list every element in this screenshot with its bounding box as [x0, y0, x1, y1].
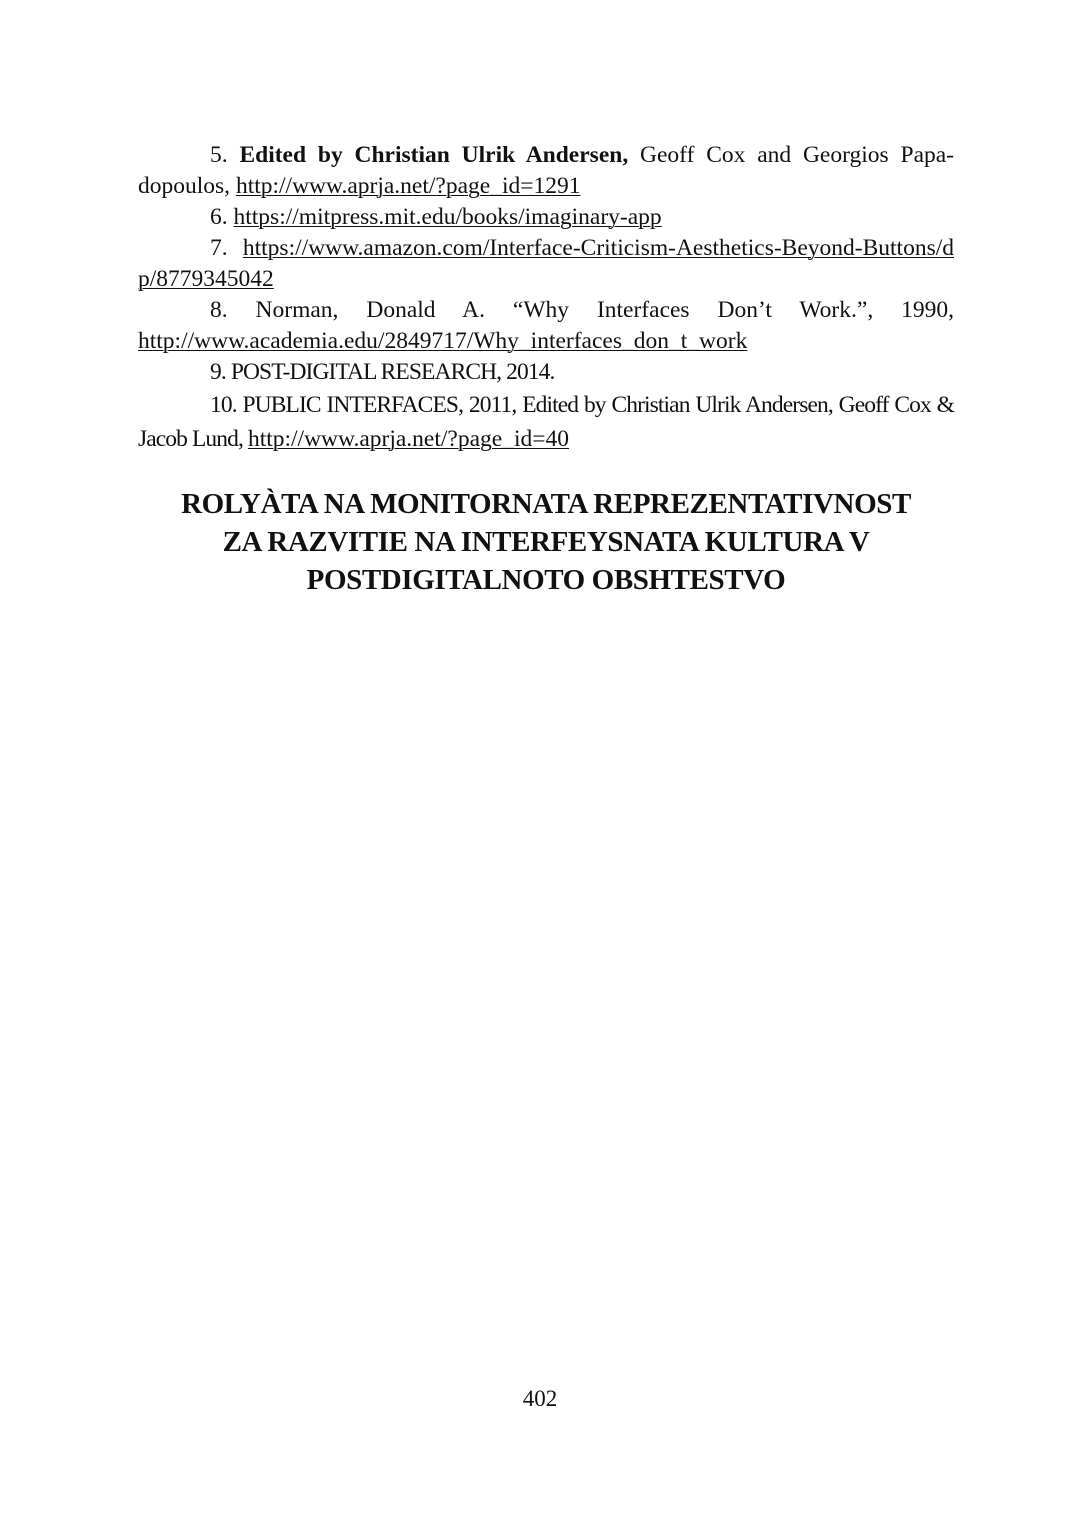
footnote-link[interactable]: http://www.aprja.net/?page_id=40	[247, 426, 569, 452]
footnote-text: Geoff Cox and Georgios Papa-dopoulos,	[138, 142, 955, 199]
footnote-9	[138, 357, 954, 388]
footnote-link[interactable]: http://www.aprja.net/?page_id=1291	[235, 173, 581, 199]
footnote-number: 9.	[210, 359, 226, 385]
footnote-link[interactable]: http://www.academia.edu/2849717/Why_interfaces_don_t_work	[138, 328, 748, 354]
footnote-editor-bold: Edited by Christian Ulrik Andersen,	[239, 142, 629, 168]
footnote-text: Norman, Donald A. “Why Interfaces Don’t Work.”, 1990,	[255, 297, 954, 323]
footnote-number: 5.	[210, 142, 228, 168]
page-number: 402	[522, 1386, 558, 1411]
footnote-6	[138, 202, 954, 233]
footnote-10	[138, 388, 954, 456]
footnote-text: POST-DIGITAL RESEARCH, 2014.	[230, 359, 555, 385]
footnote-text: PUBLIC INTERFACES, 2011, Edited by Christian Ulrik Andersen, Geoff Cox & Jacob Lund,	[138, 392, 954, 452]
footnote-link[interactable]: https://mitpress.mit.edu/books/imaginary-app	[233, 204, 662, 230]
footnote-7	[138, 233, 954, 295]
footnote-5	[138, 140, 954, 202]
heading-line-2: ZA RAZVITIE NA INTERFEYSNATA KULTURA V	[222, 526, 870, 558]
footnote-number: 6.	[210, 204, 228, 230]
footnote-8	[138, 295, 954, 357]
chapter-heading	[138, 485, 954, 599]
heading-line-1: ROLYÀTA NA MONITORNATA REPREZENTATIVNOST	[181, 488, 911, 520]
footnote-link[interactable]: https://www.amazon.com/Interface-Criticism-Aesthetics-Beyond-Buttons/dp/8779345042	[138, 235, 954, 292]
footnote-number: 10.	[210, 392, 237, 418]
footnotes	[138, 140, 954, 456]
heading-line-3: POSTDIGITALNOTO OBSHTESTVO	[306, 564, 786, 596]
footnote-number: 8.	[210, 297, 228, 323]
footnote-number: 7.	[210, 235, 228, 261]
